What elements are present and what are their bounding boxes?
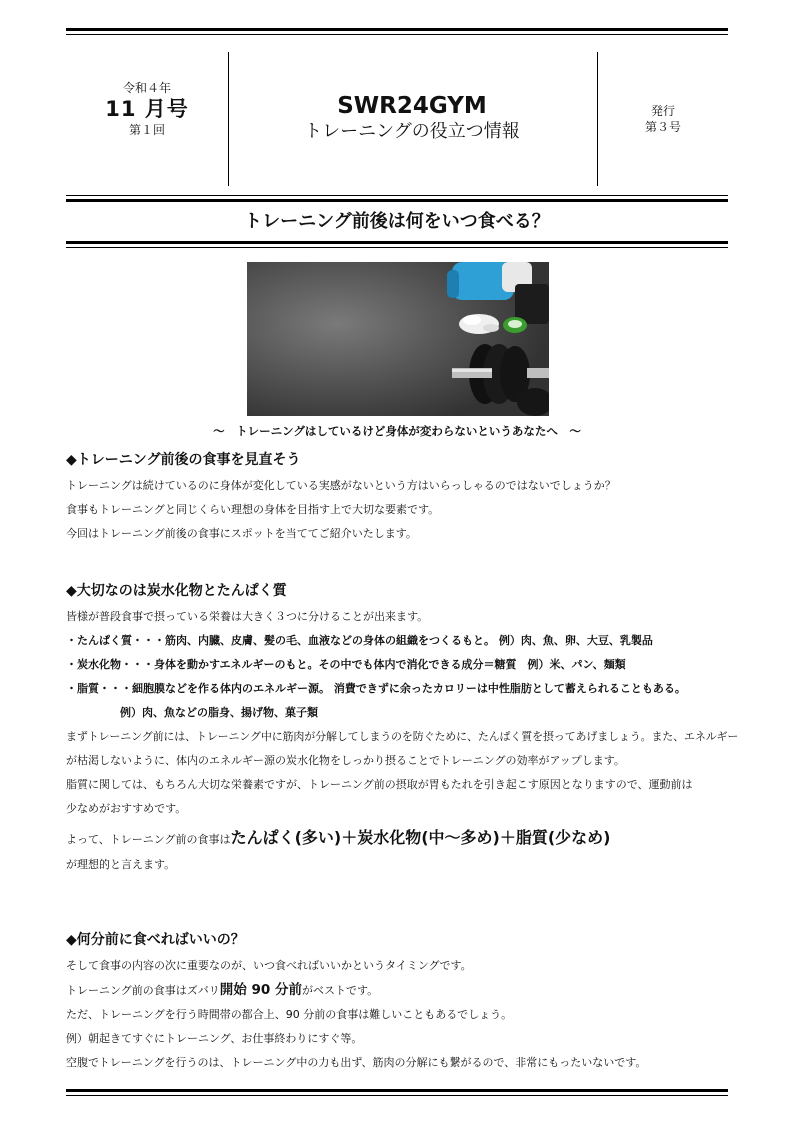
section-title: ◆何分前に食べればいいの？ [66,932,245,948]
paragraph-line: 食事もトレーニングと同じくらい理想の身体を目指す上で大切な要素です。 [66,503,440,516]
summary-line [66,827,728,851]
timing-emphasis: 開始 90 分前 [219,982,302,998]
newsletter-name: SWR24GYM [337,93,487,119]
summary-suffix: が理想的と言えます。 [66,858,176,871]
nutrient-fat-example: 例）肉、魚などの脂身、揚げ物、菓子類 [120,706,318,719]
paragraph-line: ただ、トレーニングを行う時間帯の都合上、90 分前の食事は難しいこともあるでしょう。 [66,1008,513,1021]
footer-rule-thin [66,1095,728,1096]
masthead [228,92,596,144]
timing-suffix: がベストです。 [301,984,379,997]
paragraph-line: まずトレーニング前には、トレーニング中に筋肉が分解してしまうのを防ぐために、たんぱく質を摂ってあげましょう。また、エネルギー [66,730,739,743]
title-rule-bottom [66,241,728,244]
header-top-rule [66,28,728,31]
article-title: トレーニング前後は何をいつ食べる？ [244,211,550,232]
title-rule-top-thin [66,195,728,196]
summary-emphasis: たんぱく(多い)＋炭水化物(中～多め)＋脂質(少なめ) [230,828,611,847]
nutrient-carbs: ・炭水化物・・・身体を動かすエネルギーのもと。その中でも体内で消化できる成分＝糖質 例）米、パン、麺類 [66,658,626,671]
training-photo [247,262,549,416]
timing-prefix: トレーニング前の食事はズバリ [66,984,220,997]
paragraph-line: 例）朝起きてすぐにトレーニング、お仕事終わりにすぐ等。 [66,1032,363,1045]
paragraph-line: そして食事の内容の次に重要なのが、いつ食べればいいかというタイミングです。 [66,959,472,972]
summary-prefix: よって、トレーニング前の食事は [66,833,231,846]
section-nutrients [66,581,739,873]
nutrient-protein: ・たんぱく質・・・筋肉、内臓、皮膚、髪の毛、血液などの身体の組織をつくるもと。 例）肉、魚、卵、大豆、乳製品 [66,634,653,647]
nutrient-fat: ・脂質・・・細胞膜などを作る体内のエネルギー源。 消費できずに余ったカロリーは中性脂肪として蓄えられることもある。 [66,682,686,695]
publish-label: 発行 [650,104,675,118]
newsletter-subtitle: トレーニングの役立つ情報 [304,121,520,142]
paragraph-line: 皆様が普段食事で摂っている栄養は大きく３つに分けることが出来ます。 [66,610,429,623]
dumbbell-shaker-illustration [247,262,549,416]
issue-month: 11 月号 [105,97,189,121]
title-rule-bottom-thin [66,247,728,248]
section-title: ◆大切なのは炭水化物とたんぱく質 [66,583,287,599]
photo-caption: ～ トレーニングはしているけど身体が変わらないというあなたへ ～ [213,424,581,438]
paragraph-line: が枯渇しないように、体内のエネルギー源の炭水化物をしっかり摂ることでトレーニングの効率がアップします。 [66,754,625,767]
section-title: ◆トレーニング前後の食事を見直そう [66,452,301,468]
paragraph-line: 少なめがおすすめです。 [66,802,187,815]
paragraph-line: 脂質に関しては、もちろん大切な栄養素ですが、トレーニング前の摂取が胃もたれを引き起こす原因となりますので、運動前は [66,778,693,791]
publish-number: 第３号 [644,120,681,134]
issue-number: 第１回 [128,123,165,137]
timing-line [66,980,728,1001]
issue-info [66,80,228,138]
section-review-meals [66,450,728,542]
publish-info [598,103,728,135]
paragraph-line: 空腹でトレーニングを行うのは、トレーニング中の力も出ず、筋肉の分解にも繋がるので、非常にもったいないです。 [66,1056,647,1069]
section-timing [66,930,728,1071]
paragraph-line: トレーニングは続けているのに身体が変化している実感がないという方はいらっしゃるのではないでしょうか？ [66,479,616,492]
header-top-rule-thin [66,34,728,35]
paragraph-line: 今回はトレーニング前後の食事にスポットを当ててご紹介いたします。 [66,527,417,540]
title-rule-top [66,199,728,202]
footer-rule [66,1089,728,1092]
issue-era: 令和４年 [122,81,171,95]
